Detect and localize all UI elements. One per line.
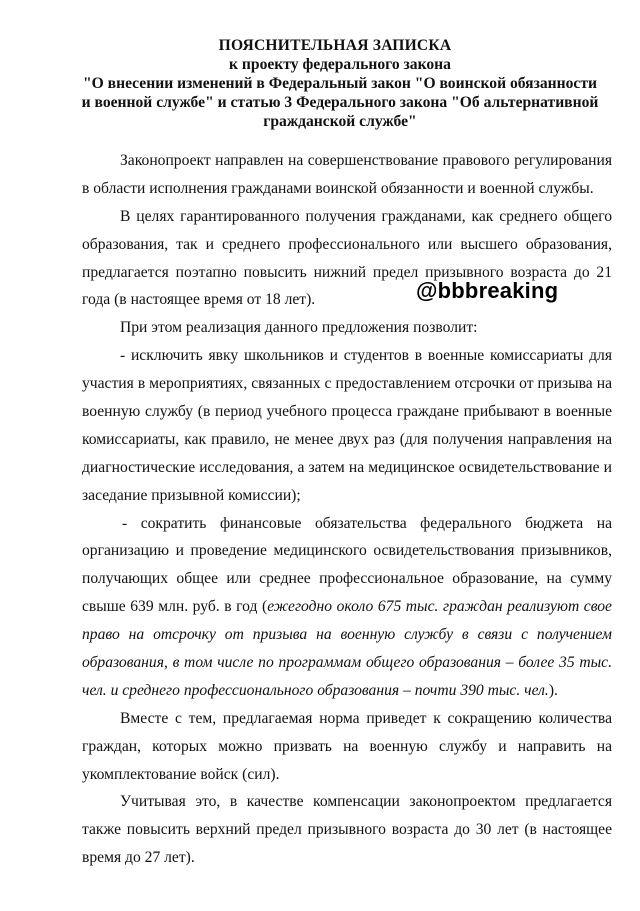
paragraph-7-line-1: Учитывая это, в качестве компенсации законопроектом предлагается bbox=[120, 793, 612, 811]
paragraph-5-line-6: образования, в том числе по программам общего образования – более 35 тыс. bbox=[82, 654, 612, 672]
law-title-line-3: гражданской службе" bbox=[263, 113, 417, 130]
paragraph-3: При этом реализация данного предложения позволит: bbox=[120, 319, 478, 337]
paragraph-5-line-3: получающих общее или среднее профессиональное образование, на сумму bbox=[82, 570, 612, 588]
paragraph-5-line-2: организацию и проведение медицинского освидетельствования призывников, bbox=[82, 542, 612, 560]
paragraph-5-line-7 bbox=[82, 677, 612, 705]
paragraph-2-line-4: года (в настоящее время от 18 лет). bbox=[82, 291, 316, 309]
paragraph-5-line-7-regular: ). bbox=[548, 681, 558, 699]
paragraph-4-line-4: комиссариаты, как правило, не менее двух раз (для получения направления на bbox=[82, 430, 612, 448]
paragraph-4-line-6: заседание призывной комиссии); bbox=[82, 486, 301, 504]
paragraph-5-line-7-italic: чел. и среднего профессионального образования – почти 390 тыс. чел. bbox=[82, 681, 549, 699]
paragraph-2-line-2: образования, так и среднего профессионального или высшего образования, bbox=[82, 235, 612, 253]
document-heading bbox=[60, 36, 620, 131]
paragraph-5-line-4 bbox=[82, 593, 612, 621]
paragraph-4-line-5: диагностические исследования, а затем на медицинское освидетельствование и bbox=[82, 458, 612, 476]
paragraph-6-line-1: Вместе с тем, предлагаемая норма приведет к сокращению количества bbox=[120, 709, 612, 727]
document-title: ПОЯСНИТЕЛЬНАЯ ЗАПИСКА bbox=[218, 37, 452, 54]
document-body bbox=[82, 147, 612, 872]
law-title-line-2: и военной службе" и статью 3 Федерального закона "Об альтернативной bbox=[81, 94, 599, 111]
paragraph-6-line-2: граждан, которых можно призвать на военную службу и направить на bbox=[82, 737, 612, 755]
law-title-line-1: "О внесении изменений в Федеральный закон "О воинской обязанности bbox=[82, 75, 597, 92]
channel-watermark: @bbbreaking bbox=[416, 278, 559, 303]
paragraph-5-line-4-italic: ежегодно около 675 тыс. граждан реализуют свое bbox=[267, 598, 612, 616]
paragraph-7-line-2: также повысить верхний предел призывного возраста до 30 лет (в настоящее bbox=[82, 821, 612, 839]
paragraph-5-line-4-regular: свыше 639 млн. руб. в год ( bbox=[82, 598, 268, 616]
paragraph-6-line-3: укомплектование войск (сил). bbox=[82, 765, 280, 783]
paragraph-4-line-1: - исключить явку школьников и студентов в военные комиссариаты для bbox=[120, 347, 612, 365]
paragraph-1-line-2: в области исполнения гражданами воинской обязанности и военной службы. bbox=[82, 179, 594, 197]
paragraph-1-line-1: Законопроект направлен на совершенствование правового регулирования bbox=[120, 152, 612, 169]
paragraph-4-line-2: участия в мероприятиях, связанных с предоставлением отсрочки от призыва на bbox=[82, 375, 612, 393]
paragraph-4-line-3: военную службу (в период учебного процесса граждане прибывают в военные bbox=[82, 403, 612, 421]
paragraph-2-line-3: предлагается поэтапно повысить нижний предел призывного возраста до 21 bbox=[82, 263, 612, 281]
paragraph-7-line-3: время до 27 лет). bbox=[82, 849, 195, 867]
paragraph-2-line-1: В целях гарантированного получения гражданами, как среднего общего bbox=[120, 207, 612, 225]
paragraph-5-line-1: - сократить финансовые обязательства федерального бюджета на bbox=[122, 514, 612, 532]
document-subtitle: к проекту федерального закона bbox=[229, 56, 451, 73]
paragraph-5-line-5: право на отсрочку от призыва на военную службу в связи с получением bbox=[82, 626, 612, 644]
